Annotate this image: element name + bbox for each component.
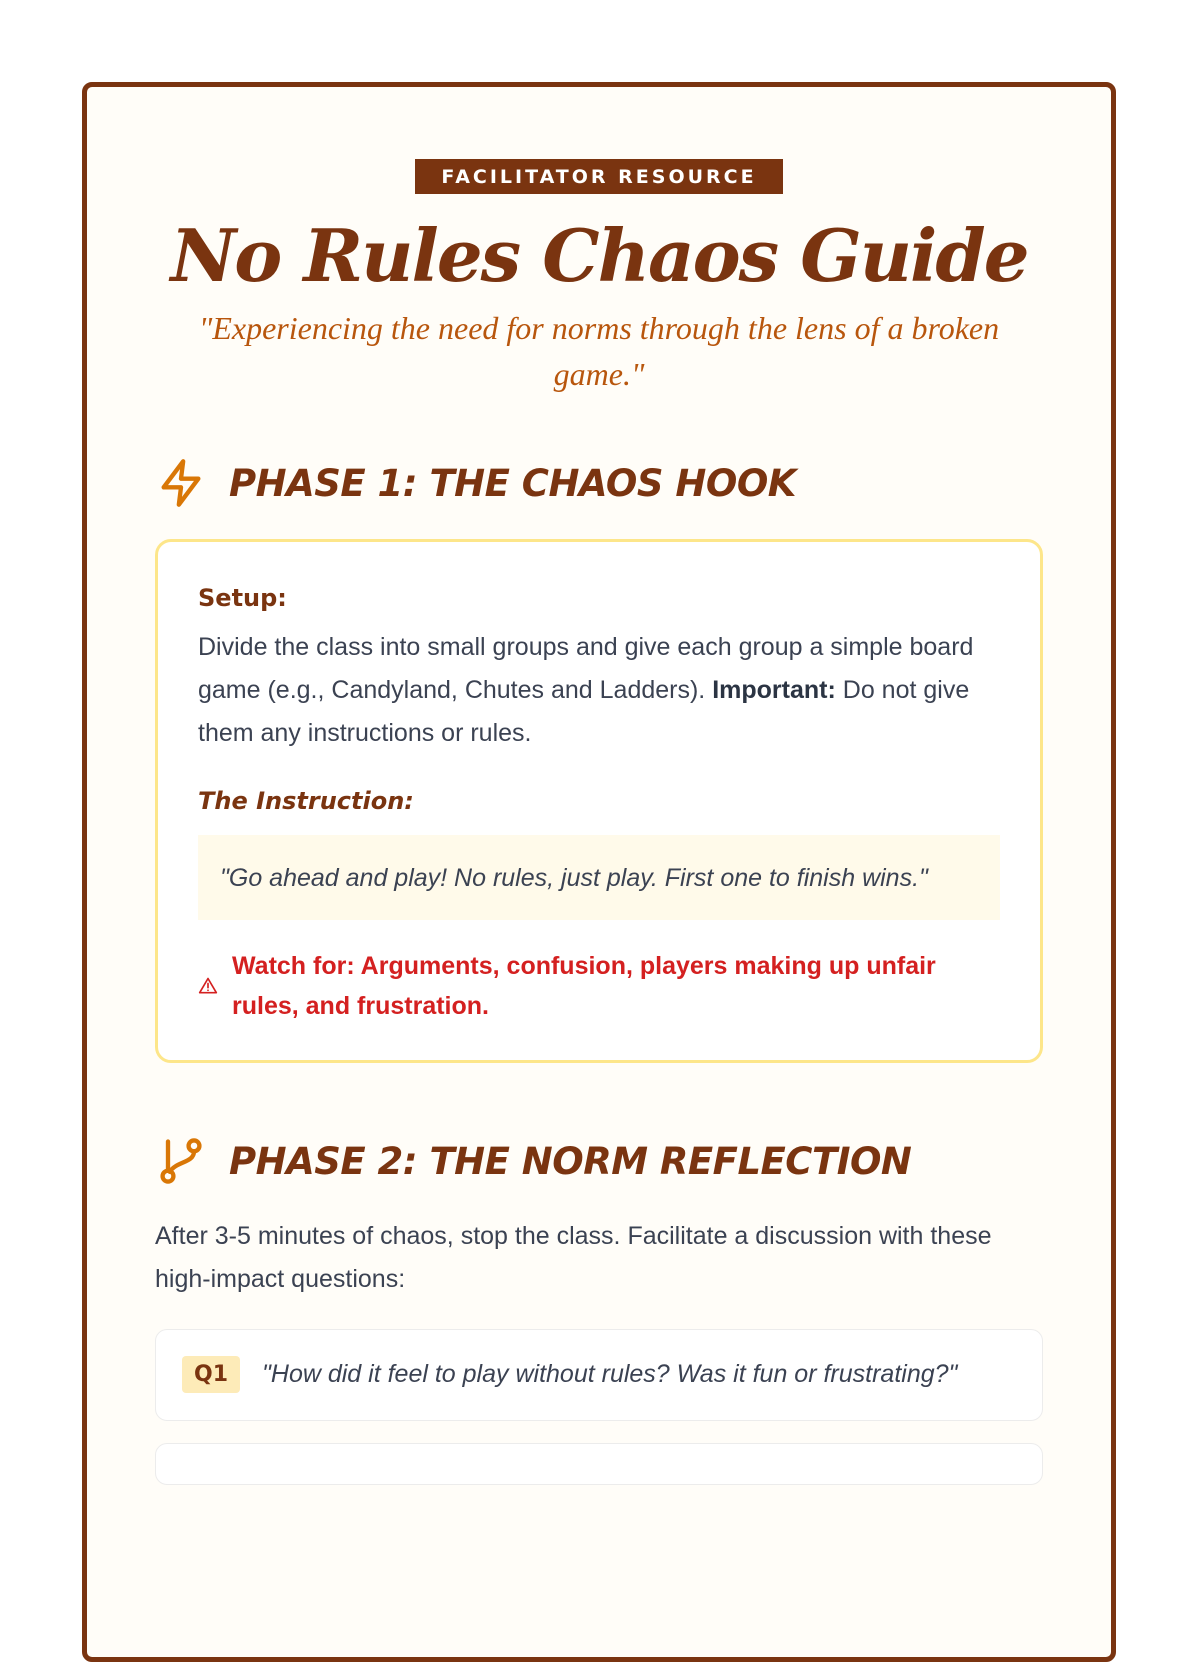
question-number: Q1 xyxy=(182,1356,240,1393)
warning-triangle-icon xyxy=(198,976,218,996)
lightning-icon xyxy=(155,457,207,509)
guide-content xyxy=(155,87,1043,1485)
warning-row xyxy=(198,946,1000,1026)
setup-text-part-1: Divide the class into small groups and give each group a simple board game (e.g., Candyland, Chutes and Ladders). xyxy=(198,633,974,705)
guide-card xyxy=(82,82,1116,1662)
instruction-label: The Instruction: xyxy=(198,787,414,816)
page-title: No Rules Chaos Guide xyxy=(170,213,1028,298)
phase-2-heading xyxy=(155,1135,1043,1187)
setup-important: Important: xyxy=(712,676,836,705)
question-text: "How did it feel to play without rules? Was it fun or frustrating?" xyxy=(262,1360,958,1389)
git-branch-icon xyxy=(155,1135,207,1187)
badge-wrap xyxy=(155,159,1043,194)
setup-text-part-2: Do not give them any instructions or rules. xyxy=(198,676,970,748)
phase-2-intro: After 3-5 minutes of chaos, stop the class. Facilitate a discussion with these high-impact questions: xyxy=(155,1222,992,1294)
phase-1-title: PHASE 1: THE CHAOS HOOK xyxy=(229,461,796,505)
phase-1-box xyxy=(155,539,1043,1063)
setup-text xyxy=(198,626,1000,755)
phase-1-heading xyxy=(155,457,1043,509)
resource-badge: FACILITATOR RESOURCE xyxy=(415,159,782,194)
question-card xyxy=(155,1329,1043,1421)
page-subtitle: "Experiencing the need for norms through the lens of a broken game." xyxy=(198,310,1000,393)
warning-text: Watch for: Arguments, confusion, players making up unfair rules, and frustration. xyxy=(232,952,936,1021)
instruction-quote: "Go ahead and play! No rules, just play. First one to finish wins." xyxy=(198,835,1000,920)
question-card-next xyxy=(155,1443,1043,1485)
setup-label: Setup: xyxy=(198,584,287,613)
phase-2-title: PHASE 2: THE NORM REFLECTION xyxy=(229,1139,912,1183)
